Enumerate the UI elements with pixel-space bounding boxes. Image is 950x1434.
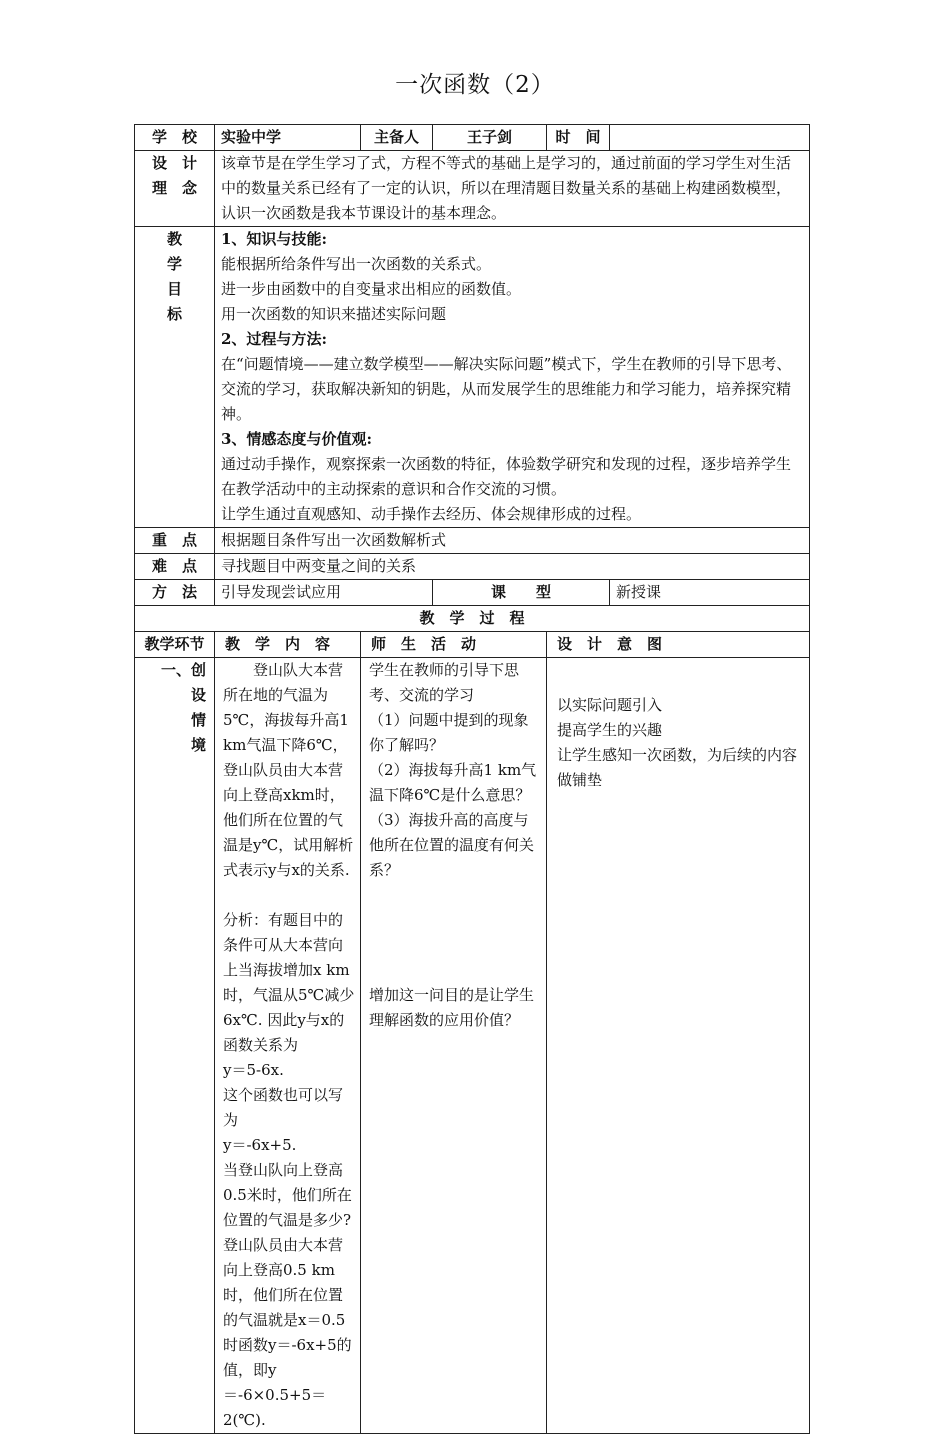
column-content: 教 学 内 容: [215, 632, 361, 658]
concept-label: 设 计 理 念: [135, 151, 215, 227]
step-activity: [361, 658, 547, 1434]
course-type-value: 新授课: [610, 580, 810, 606]
content-equation: y＝5-6x.: [223, 1061, 284, 1079]
page-title: 一次函数（2）: [395, 72, 555, 98]
content-analysis: 分析：有题目中的条件可从大本营向上当海拔增加x km时，气温从5℃减少6x℃. 因此y与x的函数关系为: [223, 911, 355, 1054]
knowledge-item: 进一步由函数中的自变量求出相应的函数值。: [221, 280, 522, 298]
activity-purpose: 增加这一问目的是让学生理解函数的应用价值？: [369, 986, 535, 1029]
course-type-label: 课 型: [433, 580, 610, 606]
process-text: 在“问题情境——建立数学模型——解决实际问题”模式下，学生在教师的引导下思考、交流的学习，获取解决新知的钥匙，从而发展学生的思维能力和学习能力，培养探究精神。: [221, 355, 792, 423]
intent-line: 提高学生的兴趣: [557, 721, 663, 739]
process-header-row: [135, 606, 810, 632]
method-text: 引导发现尝试应用: [215, 580, 433, 606]
content-note: 这个函数也可以写为: [223, 1086, 344, 1129]
process-header: 教 学 过 程: [135, 606, 810, 632]
goals-label: 教 学 目 标: [135, 227, 215, 528]
difficulty-text: 寻找题目中两变量之间的关系: [215, 554, 810, 580]
difficulty-label: 难 点: [135, 554, 215, 580]
activity-question: （3）海拔升高的高度与他所在位置的温度有何关系？: [369, 811, 535, 879]
goals-row: [135, 227, 810, 528]
time-value: [610, 125, 810, 151]
key-point-row: [135, 528, 810, 554]
step-intent: [547, 658, 810, 1434]
knowledge-item: 用一次函数的知识来描述实际问题: [221, 305, 447, 323]
activity-question: （1）问题中提到的现象你了解吗？: [369, 711, 529, 754]
step-label: 一、创 设 情 境: [135, 658, 215, 1434]
column-activity: 师 生 活 动: [361, 632, 547, 658]
emotion-item: 让学生通过直观感知、动手操作去经历、体会规律形成的过程。: [221, 505, 642, 523]
content-problem: 登山队大本营所在地的气温为5℃，海拔每升高1 km气温下降6℃，登山队员由大本营向上登高xkm时，他们所在位置的气温是y℃，试用解析式表示y与x的关系.: [223, 661, 354, 879]
emotion-item: 通过动手操作，观察探索一次函数的特征，体验数学研究和发现的过程，逐步培养学生在教学活动中的主动探索的意识和合作交流的习惯。: [221, 455, 792, 498]
intent-line: 让学生感知一次函数，为后续的内容做铺垫: [557, 746, 798, 789]
columns-row: [135, 632, 810, 658]
school-value: 实验中学: [215, 125, 361, 151]
school-label: 学 校: [135, 125, 215, 151]
step-content: [215, 658, 361, 1434]
activity-question: （2）海拔每升高1 km气温下降6℃是什么意思？: [369, 761, 537, 804]
key-point-text: 根据题目条件写出一次函数解析式: [215, 528, 810, 554]
preparer-label: 主备人: [361, 125, 433, 151]
concept-text: 该章节是在学生学习了式，方程不等式的基础上是学习的，通过前面的学习学生对生活中的数量关系已经有了一定的认识，所以在理清题目数量关系的基础上构建函数模型，认识一次函数是我本节课设计的基本理念。: [215, 151, 810, 227]
difficulty-row: [135, 554, 810, 580]
lesson-plan-table: [134, 124, 810, 1434]
knowledge-title: 1、知识与技能:: [221, 230, 327, 248]
time-label: 时 间: [547, 125, 610, 151]
concept-row: [135, 151, 810, 227]
column-intent: 设 计 意 图: [547, 632, 810, 658]
knowledge-item: 能根据所给条件写出一次函数的关系式。: [221, 255, 492, 273]
content-equation: y＝-6x+5.: [223, 1136, 297, 1154]
column-step: 教学环节: [135, 632, 215, 658]
step-row: [135, 658, 810, 1434]
content-question: 当登山队向上登高0.5米时，他们所在位置的气温是多少?登山队员由大本营向上登高0.5 km时，他们所在位置的气温就是x＝0.5时函数y＝-6x+5的值，即y＝-6×0.5+5＝2(℃).: [223, 1161, 352, 1429]
emotion-title: 3、情感态度与价值观:: [221, 430, 372, 448]
key-point-label: 重 点: [135, 528, 215, 554]
intent-line: 以实际问题引入: [557, 696, 663, 714]
process-title: 2、过程与方法:: [221, 330, 327, 348]
preparer-value: 王子剑: [433, 125, 547, 151]
header-row: [135, 125, 810, 151]
goals-content: [215, 227, 810, 528]
activity-intro: 学生在教师的引导下思考、交流的学习: [369, 661, 520, 704]
method-row: [135, 580, 810, 606]
method-label: 方 法: [135, 580, 215, 606]
